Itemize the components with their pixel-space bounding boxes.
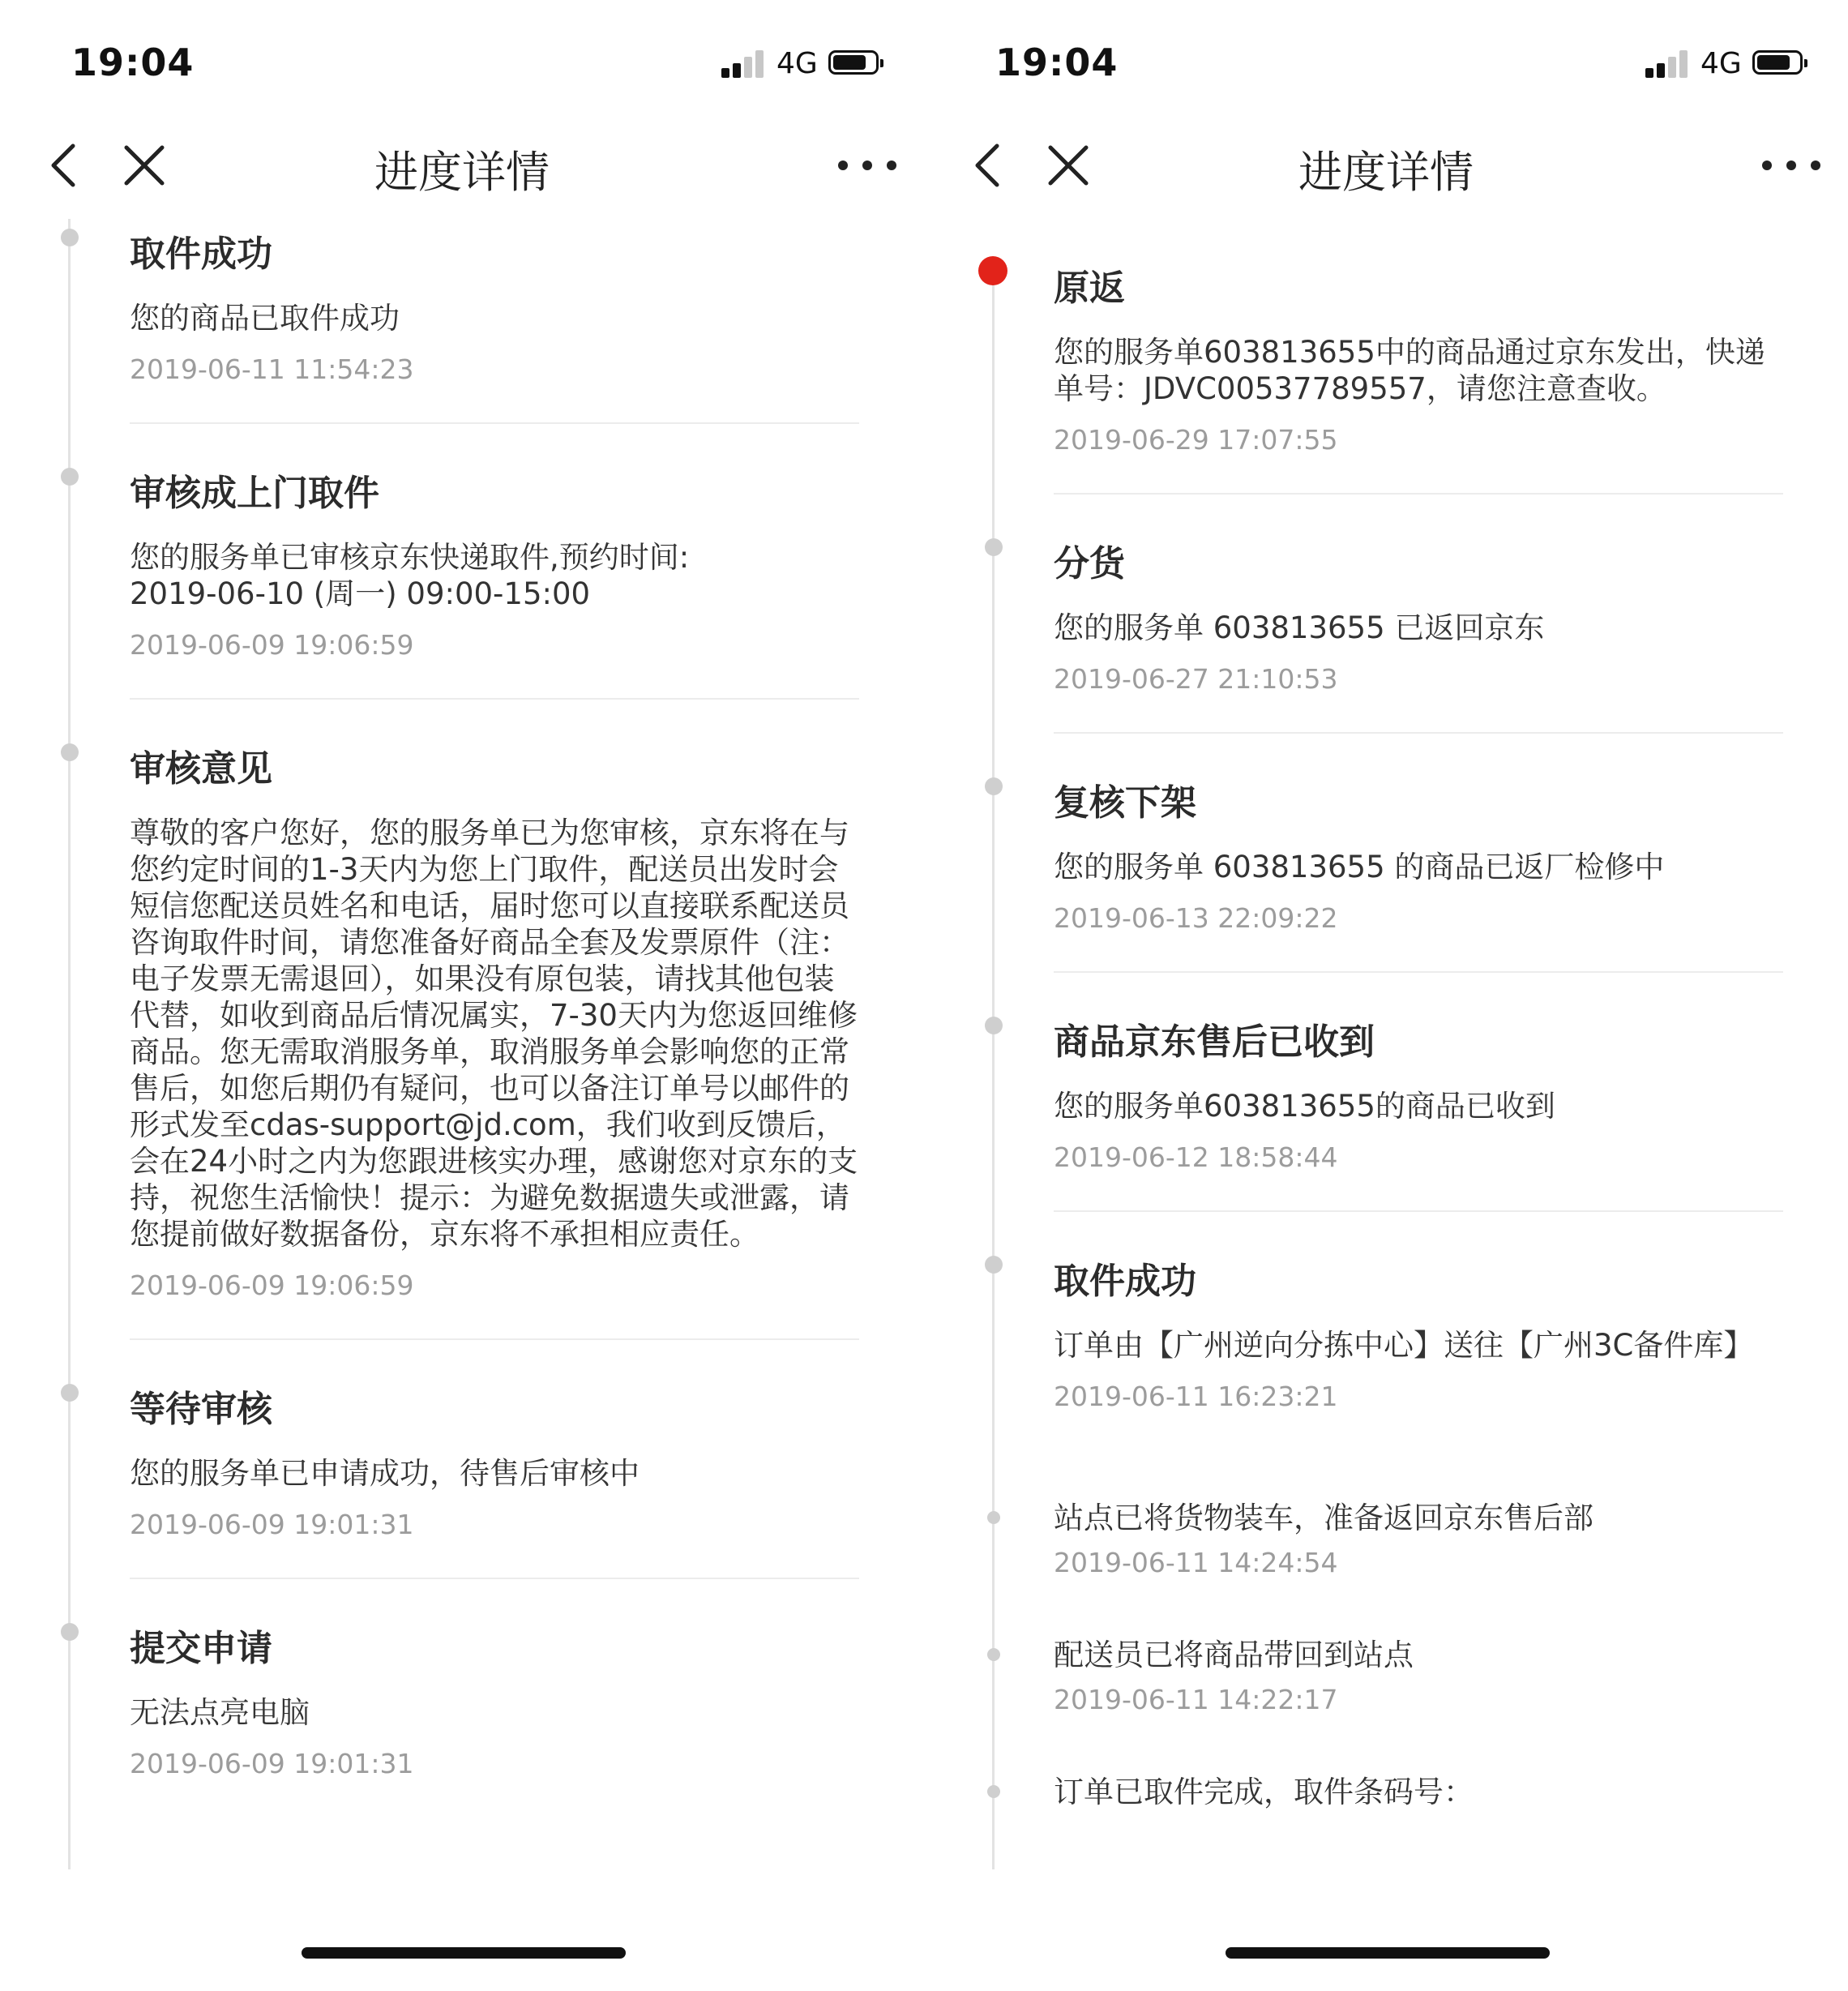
battery-icon	[828, 50, 879, 75]
more-icon[interactable]	[835, 157, 900, 173]
divider	[1054, 1210, 1783, 1212]
entry-title: 分货	[1054, 543, 1125, 584]
page-title: 进度详情	[374, 147, 550, 198]
timeline-entry	[1054, 1488, 1783, 1625]
timeline-entry	[1054, 219, 1783, 495]
entry-time: 2019-06-27 21:10:53	[1054, 663, 1338, 695]
divider	[1054, 732, 1783, 734]
timeline-dot	[985, 538, 1003, 556]
entry-desc: 订单已取件完成，取件条码号：	[1054, 1775, 1474, 1809]
timeline-dot	[987, 1785, 1000, 1798]
status-time: 19:04	[995, 41, 1119, 84]
entry-desc: 订单由【广州逆向分拣中心】送往【广州3C备件库】	[1054, 1328, 1754, 1363]
entry-time: 2019-06-11 16:23:21	[1054, 1381, 1338, 1412]
page-title: 进度详情	[1298, 147, 1474, 198]
entry-time: 2019-06-11 14:24:54	[1054, 1547, 1338, 1578]
timeline-entry	[1054, 1625, 1783, 1762]
progress-timeline	[924, 219, 1848, 1869]
timeline-dot	[61, 1623, 79, 1641]
more-icon[interactable]	[1759, 157, 1824, 173]
entry-title: 审核成上门取件	[130, 473, 379, 514]
divider	[130, 1338, 859, 1340]
timeline-dot	[985, 1017, 1003, 1034]
timeline-dot	[987, 1648, 1000, 1661]
timeline-dot-active	[978, 256, 1007, 285]
timeline-dot	[61, 468, 79, 486]
status-time: 19:04	[71, 41, 195, 84]
entry-desc: 您的服务单 603813655 已返回京东	[1054, 610, 1545, 645]
entry-desc: 配送员已将商品带回到站点	[1054, 1638, 1414, 1672]
entry-time: 2019-06-09 19:06:59	[130, 1270, 414, 1301]
timeline-dot	[61, 1384, 79, 1402]
network-label: 4G	[1700, 47, 1742, 80]
status-bar	[924, 0, 1848, 122]
timeline-entry	[130, 458, 859, 700]
entry-title: 取件成功	[1054, 1261, 1196, 1302]
timeline-dot	[987, 1511, 1000, 1524]
status-bar	[0, 0, 924, 122]
entry-time: 2019-06-09 19:06:59	[130, 629, 414, 661]
entry-desc: 您的服务单已审核京东快递取件,预约时间: 2019-06-10 (周一) 09:00-15:00	[130, 540, 690, 611]
divider	[130, 698, 859, 700]
entry-desc: 您的商品已取件成功	[130, 301, 400, 336]
nav-bar	[924, 122, 1848, 219]
home-indicator[interactable]	[1226, 1947, 1550, 1959]
divider	[1054, 493, 1783, 495]
battery-icon	[1752, 50, 1803, 75]
entry-title: 取件成功	[130, 233, 272, 275]
network-label: 4G	[776, 47, 818, 80]
entry-time: 2019-06-11 11:54:23	[130, 353, 414, 385]
timeline-entry	[1054, 529, 1783, 734]
entry-desc: 您的服务单603813655的商品已收到	[1054, 1089, 1555, 1124]
entry-time: 2019-06-13 22:09:22	[1054, 902, 1338, 934]
timeline-entry	[1054, 768, 1783, 973]
entry-title: 商品京东售后已收到	[1054, 1021, 1375, 1063]
entry-time: 2019-06-09 19:01:31	[130, 1509, 414, 1540]
timeline-entry	[1054, 1762, 1783, 1810]
entry-title: 复核下架	[1054, 782, 1196, 824]
timeline-line	[68, 219, 71, 1869]
entry-title: 原返	[1054, 268, 1125, 309]
entry-desc: 无法点亮电脑	[130, 1695, 310, 1730]
timeline-entry	[1054, 1007, 1783, 1212]
timeline-dot	[985, 1256, 1003, 1274]
entry-time: 2019-06-11 14:22:17	[1054, 1684, 1338, 1715]
timeline-entry	[130, 219, 859, 424]
entry-desc: 您的服务单603813655中的商品通过京东发出，快递单号：JDVC00537789557，请您注意查收。	[1054, 335, 1765, 406]
timeline-dot	[985, 777, 1003, 795]
screen-right	[924, 0, 1848, 1991]
timeline-entry	[1054, 1246, 1783, 1488]
timeline-dot	[61, 743, 79, 761]
home-indicator[interactable]	[302, 1947, 626, 1959]
signal-icon	[1645, 49, 1691, 78]
nav-bar	[0, 122, 924, 219]
timeline-entry	[130, 1613, 859, 1783]
timeline-line	[992, 268, 995, 1869]
entry-desc: 您的服务单 603813655 的商品已返厂检修中	[1054, 850, 1665, 884]
entry-title: 提交申请	[130, 1628, 272, 1669]
entry-time: 2019-06-12 18:58:44	[1054, 1141, 1338, 1173]
timeline-dot	[61, 229, 79, 246]
entry-time: 2019-06-29 17:07:55	[1054, 424, 1338, 456]
progress-timeline	[0, 219, 924, 1869]
entry-title: 审核意见	[130, 748, 272, 790]
timeline-entry	[130, 734, 859, 1340]
signal-icon	[721, 49, 767, 78]
divider	[130, 1578, 859, 1579]
entry-desc: 您的服务单已申请成功，待售后审核中	[130, 1456, 640, 1491]
entry-title: 等待审核	[130, 1389, 272, 1430]
divider	[130, 422, 859, 424]
timeline-entry	[130, 1374, 859, 1579]
entry-desc: 站点已将货物装车，准备返回京东售后部	[1054, 1501, 1593, 1535]
entry-desc: 尊敬的客户您好，您的服务单已为您审核，京东将在与您约定时间的1-3天内为您上门取件，配送员出发时会短信您配送员姓名和电话，届时您可以直接联系配送员咨询取件时间，请您准备好商品全套及发票原件（注：电子发票无需退回），如果没有原包装，请找其他包装代替，如收到商品后情况属实，7-30天内为您返回维修商品。您无需取消服务单，取消服务单会影响您的正常售后，如您后期仍有疑问，也可以备注订单号以邮件的形式发至cdas-support@jd.com，我们收到反馈后，会在24小时之内为您跟进核实办理，感谢您对京东的支持，祝您生活愉快！提示：为避免数据遗失或泄露，请您提前做好数据备份，京东将不承担相应责任。	[130, 816, 858, 1252]
divider	[1054, 971, 1783, 973]
entry-time: 2019-06-09 19:01:31	[130, 1748, 414, 1779]
